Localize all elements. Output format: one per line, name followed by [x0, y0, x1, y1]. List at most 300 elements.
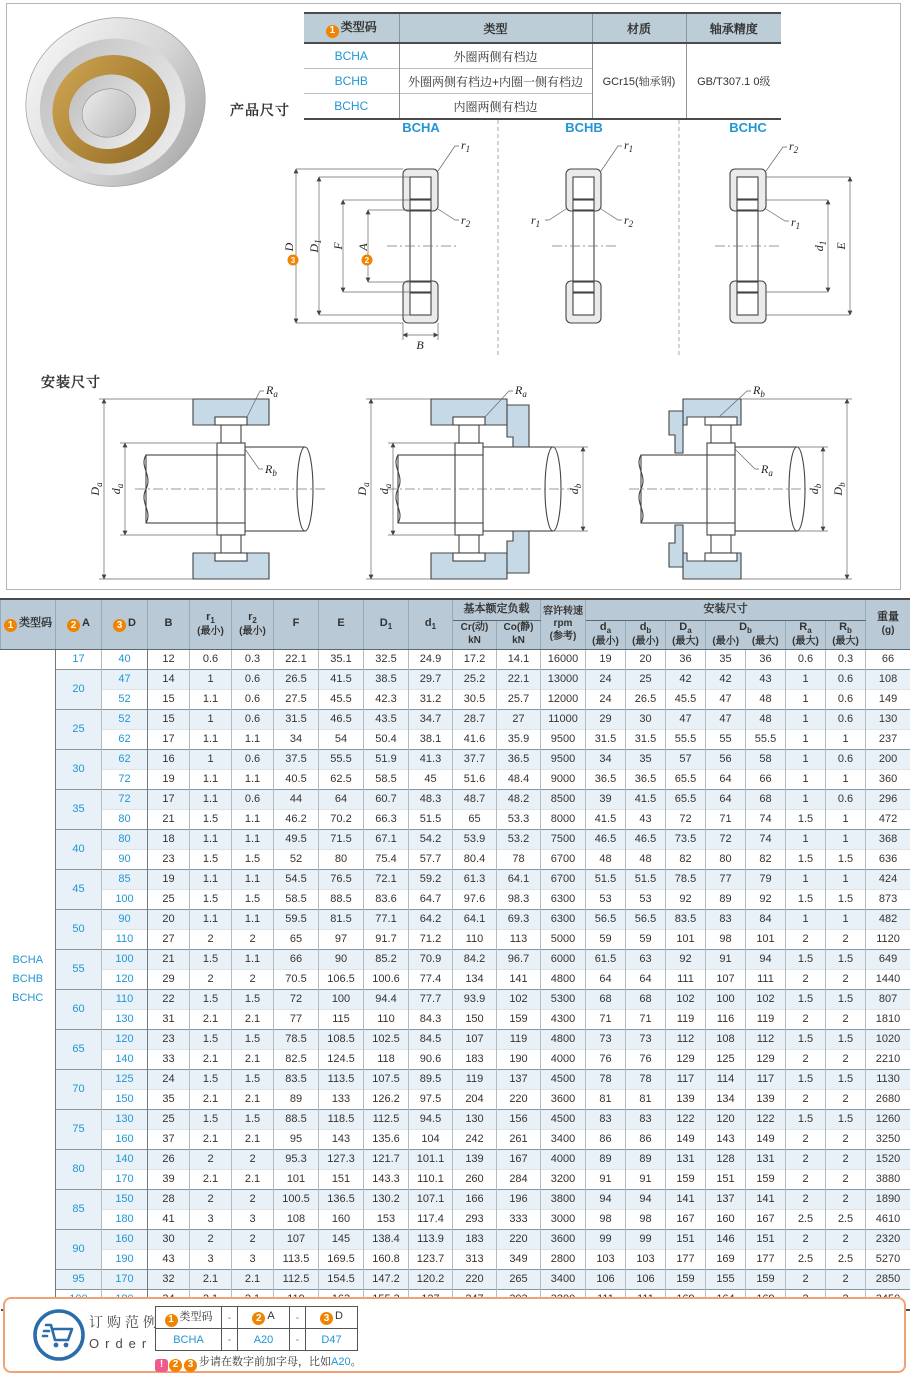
cell: 4000	[541, 1049, 586, 1069]
cell: 177	[666, 1249, 706, 1269]
mount-drawing-1	[88, 383, 325, 579]
svg-text:r1: $r_1$	[624, 138, 634, 154]
cell: 13000	[541, 669, 586, 689]
spec-row	[1, 829, 910, 849]
cell: 68	[746, 789, 786, 809]
cell: 21	[148, 809, 190, 829]
spec-row	[1, 1189, 910, 1209]
col-header-da: $d_a$ (最小)	[586, 621, 626, 650]
cell: 78.5	[274, 1029, 319, 1049]
cell: 61.5	[586, 949, 626, 969]
cell: 113.5	[274, 1249, 319, 1269]
group-header-mount: 安装尺寸	[586, 599, 866, 621]
cell: 31.5	[586, 729, 626, 749]
cell: 119	[746, 1009, 786, 1029]
cell: 166	[453, 1189, 497, 1209]
cell: 54.2	[409, 829, 453, 849]
cell: 0.3	[232, 649, 274, 669]
cell: 1.5	[826, 1109, 866, 1129]
col-header-f: F	[274, 599, 319, 649]
cell: 94	[746, 949, 786, 969]
cell: 2.1	[232, 1009, 274, 1029]
cell: 156	[497, 1109, 541, 1129]
circled-3-icon: 3	[320, 1312, 333, 1325]
cell: 112	[666, 1029, 706, 1049]
cell: 72	[102, 789, 148, 809]
cell: 50.4	[364, 729, 409, 749]
cell: 48	[586, 849, 626, 869]
cell: 120	[706, 1109, 746, 1129]
cell: 48	[746, 709, 786, 729]
cell: 100	[102, 949, 148, 969]
cell: 108	[274, 1209, 319, 1229]
cell: 122	[746, 1109, 786, 1129]
order-dash: -	[222, 1307, 238, 1329]
cell: 119	[497, 1029, 541, 1049]
cell: 24	[148, 1069, 190, 1089]
spec-row	[1, 889, 910, 909]
cell: 22	[148, 989, 190, 1009]
svg-text:da: $d_a$	[377, 483, 393, 495]
cell: 39	[586, 789, 626, 809]
cell: 1.5	[232, 1109, 274, 1129]
cell: 64	[706, 769, 746, 789]
type-code-bchc[interactable]: BCHC	[304, 94, 399, 120]
cell: 71	[706, 809, 746, 829]
cell: 83.6	[364, 889, 409, 909]
cell: 94	[626, 1189, 666, 1209]
cell: 107	[453, 1029, 497, 1049]
cell: 130	[102, 1109, 148, 1129]
cell: 200	[866, 749, 910, 769]
cell: 2	[786, 1089, 826, 1109]
cell: 131	[746, 1149, 786, 1169]
cell: 139	[666, 1089, 706, 1109]
type-row-bcha	[304, 43, 781, 69]
cell: 170	[102, 1169, 148, 1189]
cell: 65	[274, 929, 319, 949]
cell: 91	[706, 949, 746, 969]
cell: 2320	[866, 1229, 910, 1249]
cell: 34.7	[409, 709, 453, 729]
cell: 70	[56, 1069, 102, 1109]
cell: 141	[497, 969, 541, 989]
cart-icon	[31, 1307, 87, 1368]
cell: 100.6	[364, 969, 409, 989]
cell: 77.4	[409, 969, 453, 989]
diagram-title-bchc: BCHC	[729, 120, 767, 135]
cell: 137	[497, 1069, 541, 1089]
cell: 110.1	[409, 1169, 453, 1189]
cell: 40.5	[274, 769, 319, 789]
spec-row	[1, 989, 910, 1009]
cell: 27	[497, 709, 541, 729]
cell: 2	[786, 1229, 826, 1249]
order-title-en: Order	[89, 1336, 153, 1351]
cell: 27.5	[274, 689, 319, 709]
col-header-da-max: $D_a$ (最大)	[666, 621, 706, 650]
type-desc-bchb: 外圈两侧有档边+内圈一侧有档边	[399, 69, 592, 94]
cell: 1.1	[232, 869, 274, 889]
cell: 71	[626, 1009, 666, 1029]
cell: 59.5	[274, 909, 319, 929]
cell: 873	[866, 889, 910, 909]
cell: 94.5	[409, 1109, 453, 1129]
cell: 94	[586, 1189, 626, 1209]
cell: 1	[786, 669, 826, 689]
cell: 15	[148, 709, 190, 729]
cell: 141	[666, 1189, 706, 1209]
cell: 32	[148, 1269, 190, 1289]
cell: 79	[746, 869, 786, 889]
cell: 138.4	[364, 1229, 409, 1249]
cell: 25	[626, 669, 666, 689]
cell: 64	[706, 789, 746, 809]
cell: 118	[364, 1049, 409, 1069]
cell: 62	[102, 729, 148, 749]
cell: 58	[746, 749, 786, 769]
col-header-co: Co(静) kN	[497, 621, 541, 650]
cell: 99	[586, 1229, 626, 1249]
type-desc-bcha: 外圈两侧有档边	[399, 43, 592, 69]
spec-row	[1, 749, 910, 769]
cell: 28	[148, 1189, 190, 1209]
cell: 112.5	[274, 1269, 319, 1289]
cell: 649	[866, 949, 910, 969]
cell: 9500	[541, 749, 586, 769]
cell: 47	[706, 689, 746, 709]
cell: 78	[586, 1069, 626, 1089]
cell: 106.5	[319, 969, 364, 989]
cell: 120.2	[409, 1269, 453, 1289]
cell: 1	[786, 769, 826, 789]
cell: 0.6	[826, 709, 866, 729]
cell: 159	[746, 1169, 786, 1189]
cell: 106	[626, 1269, 666, 1289]
cell: 34	[586, 749, 626, 769]
cell: 177	[746, 1249, 786, 1269]
cell: 482	[866, 909, 910, 929]
cell: 25.2	[453, 669, 497, 689]
col-header-r1: $r_1$ (最小)	[190, 599, 232, 649]
cell: 3200	[541, 1169, 586, 1189]
cell: 3400	[541, 1269, 586, 1289]
cell: 151	[319, 1169, 364, 1189]
cell: 46.5	[626, 829, 666, 849]
cell: 74	[746, 829, 786, 849]
cell: 3	[232, 1249, 274, 1269]
spec-row	[1, 909, 910, 929]
cell: 65.5	[666, 769, 706, 789]
spec-row	[1, 849, 910, 869]
cell: 160	[319, 1209, 364, 1229]
cell: 101.1	[409, 1149, 453, 1169]
cell: 39	[148, 1169, 190, 1189]
cell: 117	[666, 1069, 706, 1089]
cell: 112.5	[364, 1109, 409, 1129]
cell: 84.5	[409, 1029, 453, 1049]
cell: 120	[102, 969, 148, 989]
spec-row	[1, 869, 910, 889]
cell: 64	[586, 969, 626, 989]
cell: 40	[56, 829, 102, 869]
cell: 296	[866, 789, 910, 809]
cell: 3	[190, 1209, 232, 1229]
cell: 3600	[541, 1229, 586, 1249]
cell: 130	[102, 1009, 148, 1029]
order-note-text: 步请在数字前加字母，比如	[199, 1356, 331, 1368]
cell: 140	[102, 1149, 148, 1169]
cell: 52	[102, 709, 148, 729]
cell: 31.2	[409, 689, 453, 709]
type-code-cell: BCHA BCHB BCHC	[1, 649, 56, 1310]
cell: 0.6	[232, 749, 274, 769]
cell: 53.3	[497, 809, 541, 829]
cell: 82.5	[274, 1049, 319, 1069]
cell: 43	[746, 669, 786, 689]
cell: 100	[102, 889, 148, 909]
cell: 1.1	[232, 909, 274, 929]
spec-row	[1, 969, 910, 989]
spec-row	[1, 1229, 910, 1249]
cell: 102	[666, 989, 706, 1009]
mount-drawing-3	[629, 383, 852, 579]
cell: 97	[319, 929, 364, 949]
cell: 147.2	[364, 1269, 409, 1289]
cell: 1.1	[190, 909, 232, 929]
svg-text:D1: $D_1$	[307, 239, 323, 253]
cell: 2	[786, 929, 826, 949]
cell: 95	[56, 1269, 102, 1289]
cell: 19	[148, 769, 190, 789]
cell: 1	[786, 689, 826, 709]
cell: 93.9	[453, 989, 497, 1009]
spec-row	[1, 1149, 910, 1169]
cell: 17	[56, 649, 102, 669]
cell: 76	[586, 1049, 626, 1069]
cell: 43.5	[364, 709, 409, 729]
bchc-dim-labels	[789, 139, 848, 251]
cell: 35.9	[497, 729, 541, 749]
cell: 80	[102, 829, 148, 849]
cell: 80	[706, 849, 746, 869]
cell: 48.2	[497, 789, 541, 809]
spec-row	[1, 789, 910, 809]
cell: 2	[786, 1049, 826, 1069]
cell: 76	[626, 1049, 666, 1069]
cell: 41.5	[319, 669, 364, 689]
cell: 26.5	[626, 689, 666, 709]
svg-text:d1: $d_1$	[812, 240, 828, 252]
cell: 2	[786, 969, 826, 989]
cell: 1.1	[232, 729, 274, 749]
cell: 313	[453, 1249, 497, 1269]
cell: 0.6	[190, 649, 232, 669]
cell: 49.5	[274, 829, 319, 849]
cell: 1020	[866, 1029, 910, 1049]
cell: 64.1	[497, 869, 541, 889]
cell: 159	[746, 1269, 786, 1289]
cell: 103	[626, 1249, 666, 1269]
cell: 5000	[541, 929, 586, 949]
cell: 65	[56, 1029, 102, 1069]
cell: 35.1	[319, 649, 364, 669]
cell: 62.5	[319, 769, 364, 789]
cell: 99	[626, 1229, 666, 1249]
cell: 1.5	[826, 1069, 866, 1089]
cell: 1	[826, 909, 866, 929]
cell: 151	[666, 1229, 706, 1249]
spec-row	[1, 929, 910, 949]
cell: 89	[586, 1149, 626, 1169]
cell: 2.1	[232, 1049, 274, 1069]
cell: 150	[102, 1089, 148, 1109]
cell: 129	[746, 1049, 786, 1069]
cell: 151	[706, 1169, 746, 1189]
type-code-bcha[interactable]: BCHA	[334, 49, 368, 63]
cell: 71.5	[319, 829, 364, 849]
cell: 133	[319, 1089, 364, 1109]
cell: 1.5	[826, 889, 866, 909]
cell: 30	[626, 709, 666, 729]
cell: 1.5	[786, 809, 826, 829]
svg-text:D: D	[282, 242, 296, 252]
cell: 1	[826, 729, 866, 749]
cell: 24	[586, 669, 626, 689]
svg-text:db: $d_b$	[807, 483, 823, 495]
cell: 2	[786, 1149, 826, 1169]
order-header-d: 3 D	[306, 1307, 358, 1329]
cell: 30	[56, 749, 102, 789]
cell: 1	[786, 789, 826, 809]
cell: 1	[190, 669, 232, 689]
cell: 4500	[541, 1069, 586, 1089]
col-header-e: E	[319, 599, 364, 649]
cell: 106	[586, 1269, 626, 1289]
cell: 3	[232, 1209, 274, 1229]
spec-row	[1, 1029, 910, 1049]
cell: 15	[148, 689, 190, 709]
cell: 113	[497, 929, 541, 949]
cell: 41.5	[626, 789, 666, 809]
cell: 2	[190, 1149, 232, 1169]
cell: 14	[148, 669, 190, 689]
section-title-mount-dims: 安装尺寸	[41, 374, 101, 390]
cell: 80	[319, 849, 364, 869]
cell: 41.3	[409, 749, 453, 769]
cell: 45.5	[666, 689, 706, 709]
cell: 154.5	[319, 1269, 364, 1289]
exclamation-icon: !	[155, 1359, 168, 1372]
cell: 104	[409, 1129, 453, 1149]
order-example-code: BCHA	[156, 1329, 222, 1351]
cell: 90.6	[409, 1049, 453, 1069]
cell: 2	[826, 1269, 866, 1289]
cell: 220	[453, 1269, 497, 1289]
cell: 98	[706, 929, 746, 949]
cell: 807	[866, 989, 910, 1009]
cell: 37.7	[453, 749, 497, 769]
cell: 1	[786, 829, 826, 849]
svg-text:r2: $r_2$	[624, 213, 634, 229]
cell: 66	[866, 649, 910, 669]
cell: 136.5	[319, 1189, 364, 1209]
cell: 1	[826, 769, 866, 789]
cell: 59.2	[409, 869, 453, 889]
cell: 2.5	[826, 1209, 866, 1229]
cell: 57.7	[409, 849, 453, 869]
cell: 66	[274, 949, 319, 969]
cell: 98	[626, 1209, 666, 1229]
cell: 17.2	[453, 649, 497, 669]
cell: 64.2	[409, 909, 453, 929]
cell: 101	[274, 1169, 319, 1189]
cell: 60	[56, 989, 102, 1029]
cell: 116	[706, 1009, 746, 1029]
cell: 137	[706, 1189, 746, 1209]
cell: 98.3	[497, 889, 541, 909]
cell: 101	[666, 929, 706, 949]
cell: 2	[232, 1229, 274, 1249]
cell: 0.6	[826, 689, 866, 709]
cell: 45	[409, 769, 453, 789]
cell: 160	[102, 1229, 148, 1249]
cell: 26	[148, 1149, 190, 1169]
cell: 92	[666, 949, 706, 969]
col-header-db-minmax: $D_b$ (最小) (最大)	[706, 621, 786, 650]
cell: 167	[666, 1209, 706, 1229]
bchc-dimension-lines	[766, 147, 850, 315]
cell: 1.5	[786, 849, 826, 869]
cell: 1.5	[786, 1069, 826, 1089]
cell: 71.2	[409, 929, 453, 949]
svg-text:B: B	[416, 338, 424, 352]
cell: 1	[826, 809, 866, 829]
cell: 1130	[866, 1069, 910, 1089]
precision-value: GB/T307.1 0级	[686, 43, 781, 119]
col-header-weight: 重量 (g)	[866, 599, 910, 649]
cell: 44	[274, 789, 319, 809]
type-code-bchb[interactable]: BCHB	[304, 69, 399, 94]
cell: 31	[148, 1009, 190, 1029]
cell: 1	[786, 749, 826, 769]
cell: 110	[364, 1009, 409, 1029]
cell: 90	[102, 909, 148, 929]
cell: 20	[56, 669, 102, 709]
cell: 1.5	[826, 1029, 866, 1049]
cell: 125	[102, 1069, 148, 1089]
spec-table	[0, 598, 910, 1311]
cell: 2210	[866, 1049, 910, 1069]
cell: 108.5	[319, 1029, 364, 1049]
cell: 23	[148, 849, 190, 869]
cell: 83	[706, 909, 746, 929]
cell: 55	[56, 949, 102, 989]
cell: 139	[746, 1089, 786, 1109]
cell: 31.5	[626, 729, 666, 749]
cell: 113.5	[319, 1069, 364, 1089]
svg-text:A: A	[356, 243, 370, 251]
cell: 125	[706, 1049, 746, 1069]
cell: 110	[102, 989, 148, 1009]
cell: 86	[586, 1129, 626, 1149]
cell: 102	[746, 989, 786, 1009]
cell: 1810	[866, 1009, 910, 1029]
order-title-cn: 订购范例	[89, 1314, 161, 1330]
cell: 1.5	[190, 809, 232, 829]
mounting-dimension-drawings	[7, 375, 900, 588]
cell: 78.5	[666, 869, 706, 889]
